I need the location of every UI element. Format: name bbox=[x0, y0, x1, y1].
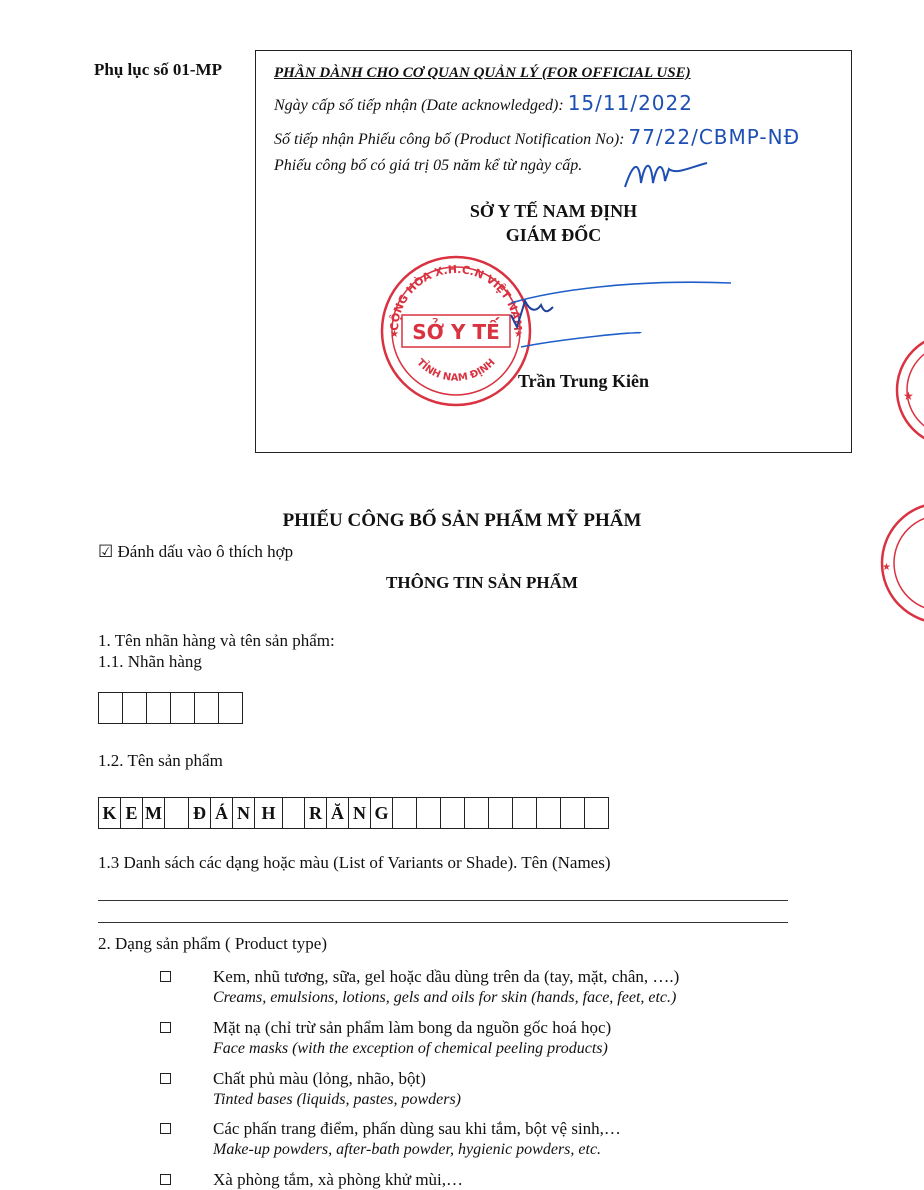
seal-bottom-text: TỈNH NAM ĐỊNH bbox=[414, 357, 498, 384]
letter-box[interactable]: N bbox=[233, 797, 255, 829]
product-type-vi: Xà phòng tắm, xà phòng khử mùi,… bbox=[213, 1170, 464, 1189]
side-seal-upper bbox=[893, 330, 924, 450]
letter-box[interactable] bbox=[123, 692, 147, 724]
letter-box[interactable]: M bbox=[143, 797, 165, 829]
date-acknowledged-label: Ngày cấp số tiếp nhận (Date acknowledged): bbox=[274, 97, 564, 114]
letter-box[interactable] bbox=[219, 692, 243, 724]
letter-box[interactable] bbox=[513, 797, 537, 829]
product-type-vi: Chất phủ màu (lỏng, nhão, bột) bbox=[213, 1069, 426, 1088]
letter-box[interactable] bbox=[147, 692, 171, 724]
product-type-vi: Các phấn trang điểm, phấn dùng sau khi tắm, bột vệ sinh,… bbox=[213, 1119, 621, 1138]
letter-box[interactable]: Ă bbox=[327, 797, 349, 829]
letter-box[interactable] bbox=[165, 797, 189, 829]
q2-label: 2. Dạng sản phẩm ( Product type) bbox=[98, 934, 327, 953]
product-type-vi: Mặt nạ (chỉ trừ sản phẩm làm bong da nguồn gốc hoá học) bbox=[213, 1018, 612, 1037]
product-type-en: Creams, emulsions, lotions, gels and oils for skin (hands, face, feet, etc.) bbox=[213, 989, 677, 1006]
q1-label: 1. Tên nhãn hàng và tên sản phẩm: bbox=[98, 631, 335, 650]
letter-box[interactable] bbox=[537, 797, 561, 829]
brand-name-boxes bbox=[98, 692, 243, 724]
check-instruction: ☑ Đánh dấu vào ô thích hợp bbox=[98, 542, 294, 561]
letter-box[interactable] bbox=[465, 797, 489, 829]
seal-star-right-icon: ★ bbox=[514, 329, 523, 340]
letter-box[interactable] bbox=[489, 797, 513, 829]
section-title: THÔNG TIN SẢN PHẨM bbox=[386, 573, 578, 592]
svg-text:★: ★ bbox=[882, 562, 891, 573]
letter-box[interactable] bbox=[195, 692, 219, 724]
product-type-checkbox[interactable] bbox=[160, 1073, 171, 1084]
annex-label: Phụ lục số 01-MP bbox=[94, 60, 222, 79]
letter-box[interactable]: K bbox=[99, 797, 121, 829]
seal-top-text: CỘNG HÒA X.H.C.N VIỆT NAM bbox=[387, 262, 525, 332]
product-type-vi: Kem, nhũ tương, sữa, gel hoặc dầu dùng trên da (tay, mặt, chân, ….) bbox=[213, 967, 680, 986]
product-type-checkbox[interactable] bbox=[160, 1174, 171, 1185]
director-signature bbox=[491, 261, 741, 361]
notification-number-row bbox=[274, 125, 800, 149]
seal-center-text: SỞ Y TẾ bbox=[412, 320, 500, 344]
official-use-box bbox=[255, 50, 852, 453]
product-type-en: Face masks (with the exception of chemical peeling products) bbox=[213, 1040, 608, 1057]
letter-box[interactable]: Đ bbox=[189, 797, 211, 829]
product-type-checkbox[interactable] bbox=[160, 971, 171, 982]
letter-box[interactable] bbox=[171, 692, 195, 724]
letter-box[interactable]: H bbox=[255, 797, 283, 829]
letter-box[interactable] bbox=[441, 797, 465, 829]
letter-box[interactable]: N bbox=[349, 797, 371, 829]
letter-box[interactable] bbox=[417, 797, 441, 829]
product-name-boxes bbox=[98, 797, 609, 829]
date-acknowledged-row bbox=[274, 91, 693, 115]
letter-box[interactable]: R bbox=[305, 797, 327, 829]
letter-box[interactable]: G bbox=[371, 797, 393, 829]
letter-box[interactable]: E bbox=[121, 797, 143, 829]
date-acknowledged-value: 15/11/2022 bbox=[567, 91, 693, 115]
letter-box[interactable] bbox=[283, 797, 305, 829]
notification-number-label: Số tiếp nhận Phiếu công bố (Product Notification No): bbox=[274, 131, 625, 148]
q1-2-label: 1.2. Tên sản phẩm bbox=[98, 751, 223, 770]
notification-number-value: 77/22/CBMP-NĐ bbox=[628, 125, 801, 149]
official-use-title: PHẦN DÀNH CHO CƠ QUAN QUẢN LÝ (FOR OFFICIAL USE) bbox=[274, 65, 691, 81]
director-title: GIÁM ĐỐC bbox=[505, 225, 602, 245]
letter-box[interactable] bbox=[561, 797, 585, 829]
initials-signature bbox=[621, 153, 711, 193]
variants-line-1 bbox=[98, 900, 788, 901]
letter-box[interactable]: Á bbox=[211, 797, 233, 829]
signer-name: Trần Trung Kiên bbox=[517, 371, 650, 391]
seal-star-left-icon: ★ bbox=[390, 329, 399, 340]
document-title: PHIẾU CÔNG BỐ SẢN PHẨM MỸ PHẨM bbox=[282, 510, 642, 531]
product-type-checkbox[interactable] bbox=[160, 1123, 171, 1134]
product-type-en: Make-up powders, after-bath powder, hygienic powders, etc. bbox=[213, 1141, 602, 1158]
q1-1-label: 1.1. Nhãn hàng bbox=[98, 652, 202, 671]
product-type-checkbox[interactable] bbox=[160, 1022, 171, 1033]
letter-box[interactable] bbox=[585, 797, 609, 829]
q1-3-label: 1.3 Danh sách các dạng hoặc màu (List of Variants or Shade). Tên (Names) bbox=[98, 853, 611, 872]
validity-note: Phiếu công bố có giá trị 05 năm kể từ ngày cấp. bbox=[274, 157, 583, 174]
authority-name: SỞ Y TẾ NAM ĐỊNH bbox=[469, 201, 638, 221]
letter-box[interactable] bbox=[393, 797, 417, 829]
variants-line-2 bbox=[98, 922, 788, 923]
product-type-en: Tinted bases (liquids, pastes, powders) bbox=[213, 1091, 462, 1108]
letter-box[interactable] bbox=[99, 692, 123, 724]
svg-text:★: ★ bbox=[903, 389, 914, 403]
